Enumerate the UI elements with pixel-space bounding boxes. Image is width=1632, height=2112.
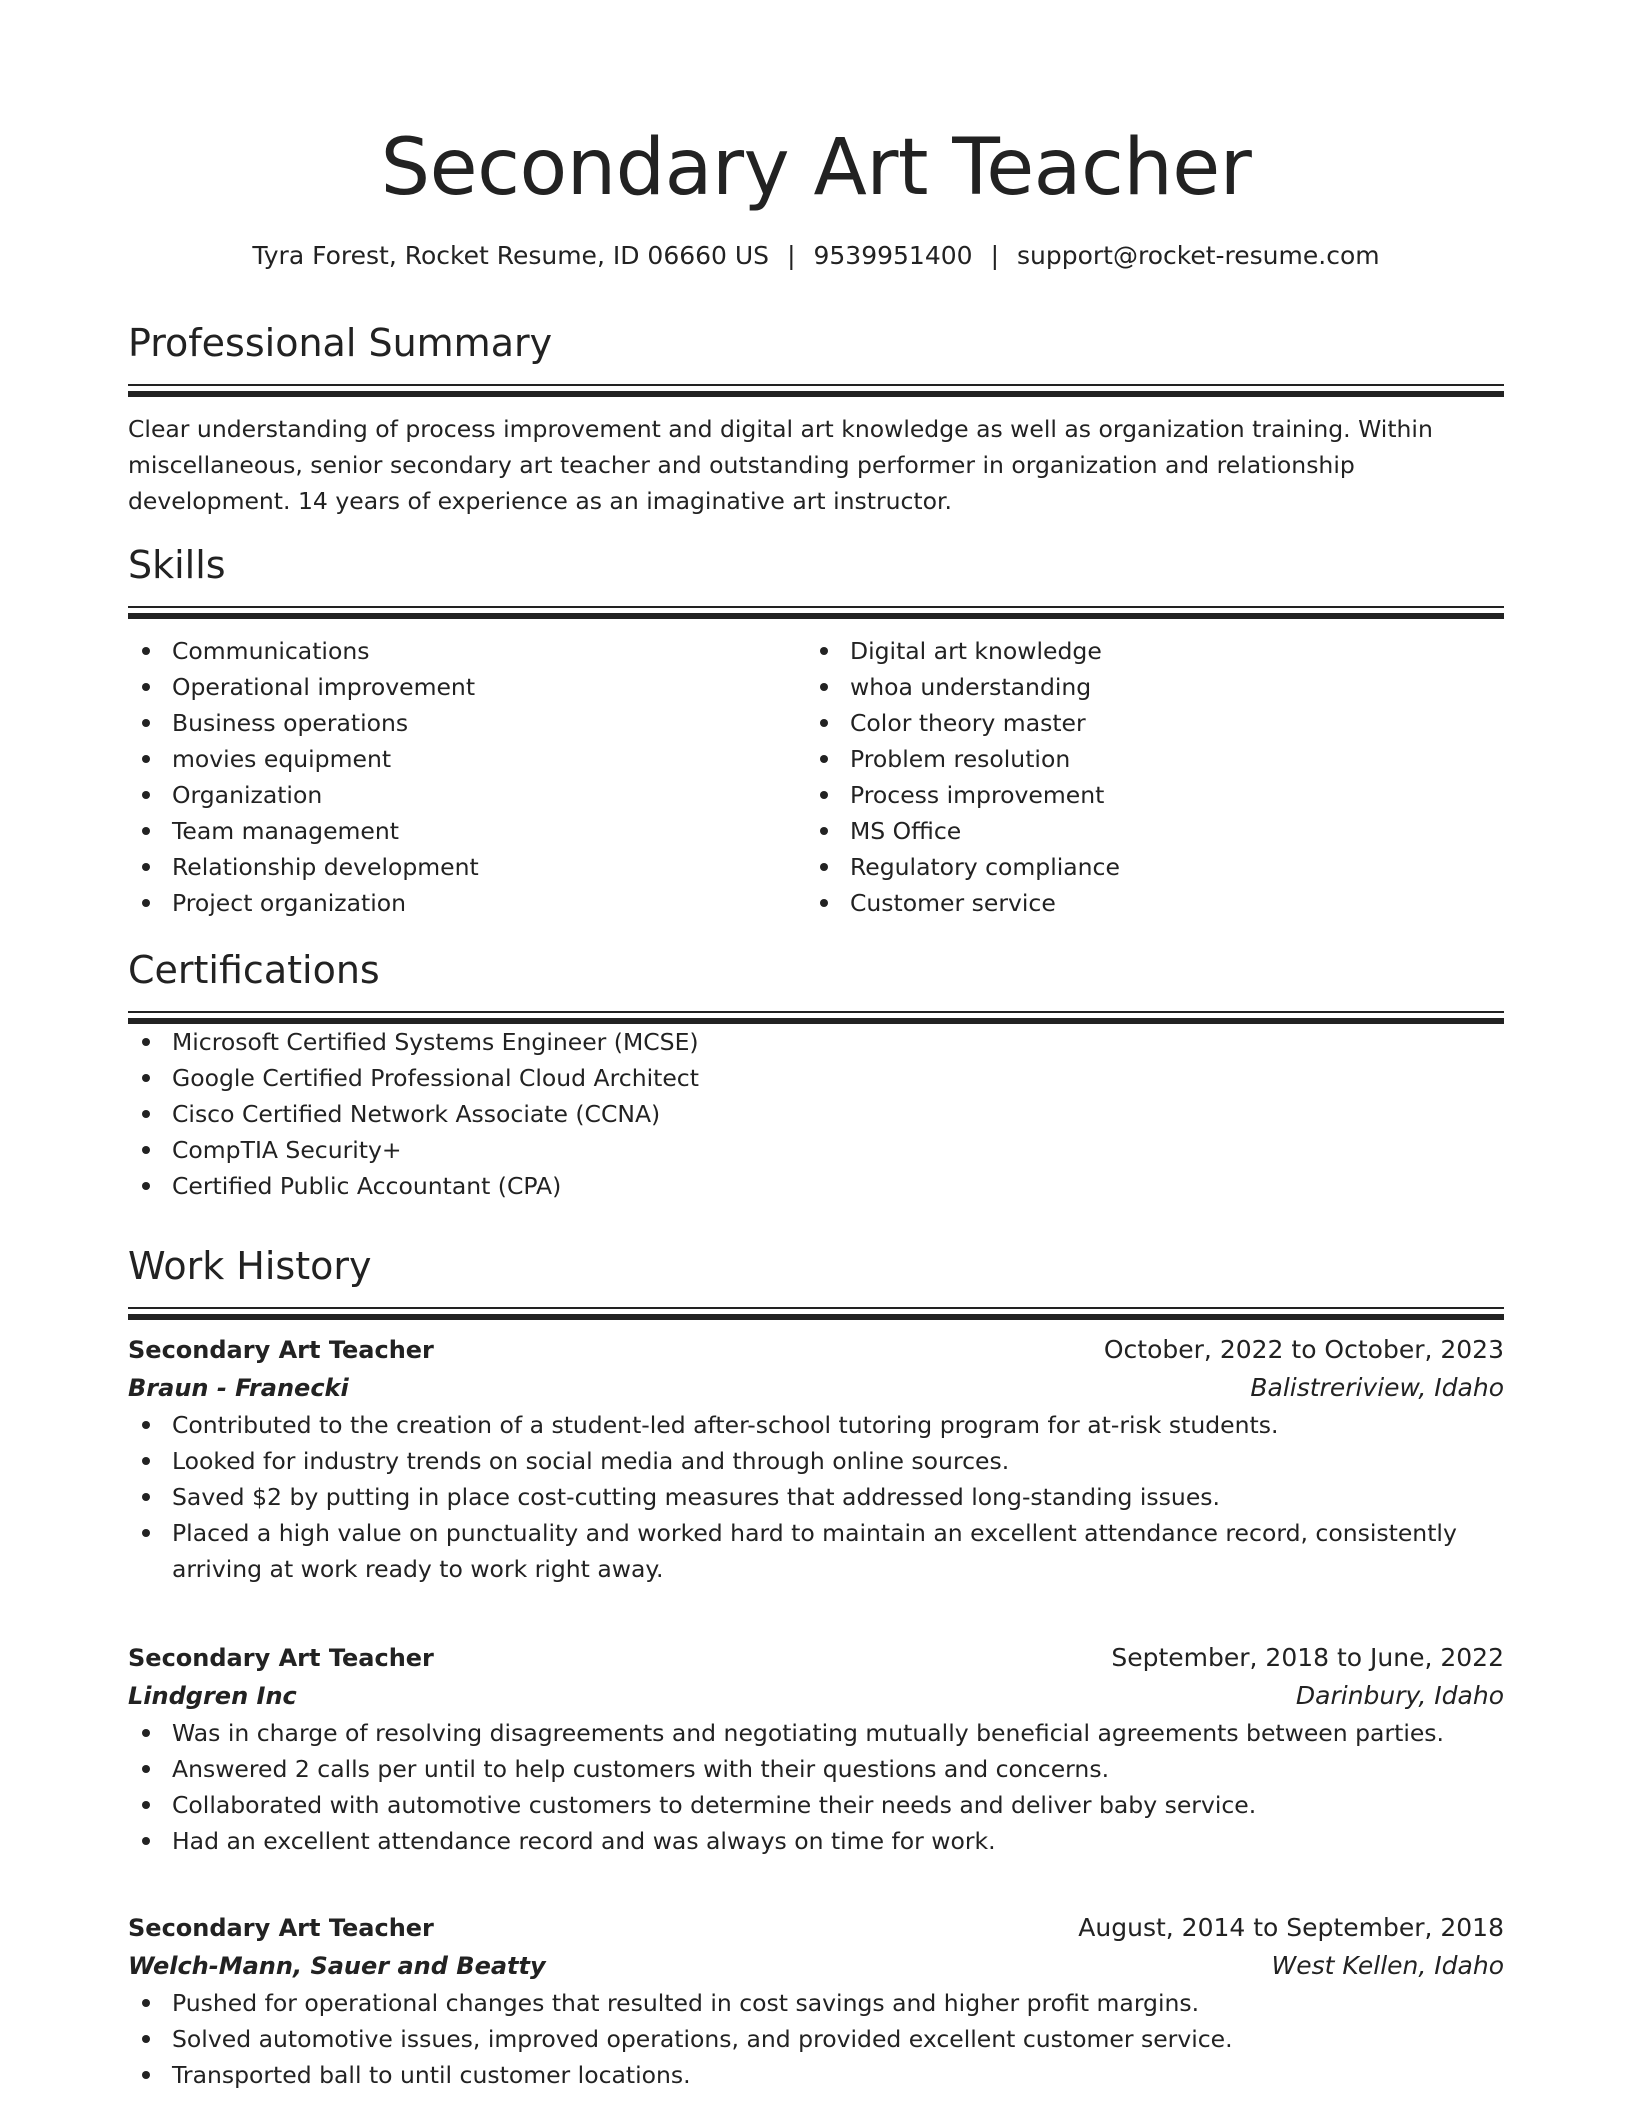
skill-item: Business operations [128,705,806,741]
job-duty: Looked for industry trends on social media and through online sources. [128,1443,1504,1479]
skill-item: Communications [128,633,806,669]
skill-item: movies equipment [128,741,806,777]
job-company: Lindgren Inc [128,1682,297,1710]
job-entry [128,1331,1504,1587]
job-duties-list [128,1715,1504,1859]
job-duty: Pushed for operational changes that resulted in cost savings and higher profit margins. [128,1985,1504,2021]
job-duty: Transported ball to until customer locations. [128,2057,1504,2093]
job-subheader-row [128,1947,1504,1985]
contact-phone: 9539951400 [813,241,973,270]
job-dates: August, 2014 to September, 2018 [1078,1913,1504,1942]
skill-item: Problem resolution [806,741,1484,777]
job-header-row [128,1639,1504,1677]
section-divider [128,1314,1504,1320]
skills-column-left [128,633,806,921]
skill-item: Team management [128,813,806,849]
job-title: Secondary Art Teacher [128,1644,434,1672]
contact-line [128,236,1504,276]
job-dates: October, 2022 to October, 2023 [1103,1335,1504,1364]
skills-column-right [806,633,1484,921]
job-entry [128,1639,1504,1859]
summary-heading: Professional Summary [128,321,553,365]
work-history-section [128,1241,1504,1320]
job-company: Welch-Mann, Sauer and Beatty [128,1952,546,1980]
job-subheader-row [128,1369,1504,1407]
section-divider [128,1307,1504,1309]
job-header-row [128,1909,1504,1947]
skills-list-left [128,633,806,921]
section-divider [128,1011,1504,1013]
job-dates: September, 2018 to June, 2022 [1111,1643,1504,1672]
certification-item: Certified Public Accountant (CPA) [128,1168,1504,1204]
job-duty: Saved $2 by putting in place cost-cutting measures that addressed long-standing issues. [128,1479,1504,1515]
skill-item: Relationship development [128,849,806,885]
job-duties-list [128,1407,1504,1587]
certification-item: Microsoft Certified Systems Engineer (MCSE) [128,1024,1504,1060]
section-divider [128,391,1504,397]
skill-item: Organization [128,777,806,813]
section-divider [128,384,1504,386]
skills-columns [128,633,1504,921]
skill-item: Process improvement [806,777,1484,813]
section-divider [128,606,1504,608]
certification-item: CompTIA Security+ [128,1132,1504,1168]
certifications-heading: Certifications [128,948,380,992]
certification-item: Cisco Certified Network Associate (CCNA) [128,1096,1504,1132]
skill-item: Regulatory compliance [806,849,1484,885]
skill-item: Project organization [128,885,806,921]
job-title: Secondary Art Teacher [128,1914,434,1942]
job-subheader-row [128,1677,1504,1715]
skills-list-right [806,633,1484,921]
summary-text: Clear understanding of process improvement and digital art knowledge as well as organization training. Within miscellaneous, senior secondary art teacher and outstanding performer in organization and relationship development. 14 years of experience as an imaginative art instructor. [128,415,1433,515]
job-duty: Had an excellent attendance record and was always on time for work. [128,1823,1504,1859]
certifications-section [128,945,1504,1204]
skills-section [128,540,1504,921]
job-duty: Answered 2 calls per until to help customers with their questions and concerns. [128,1751,1504,1787]
section-divider [128,613,1504,619]
job-duties-list [128,1985,1504,2093]
certifications-list [128,1024,1504,1204]
skill-item: MS Office [806,813,1484,849]
job-duty: Was in charge of resolving disagreements and negotiating mutually beneficial agreements between parties. [128,1715,1504,1751]
contact-address: Tyra Forest, Rocket Resume, ID 06660 US [252,241,770,270]
page-title: Secondary Art Teacher [380,123,1252,213]
job-duty: Collaborated with automotive customers to determine their needs and deliver baby service. [128,1787,1504,1823]
job-entry [128,1909,1504,2093]
job-duty: Placed a high value on punctuality and worked hard to maintain an excellent attendance record, consistently arriving at work ready to work right away. [128,1515,1504,1587]
certification-item: Google Certified Professional Cloud Architect [128,1060,1504,1096]
contact-separator: | [990,241,999,270]
skill-item: Color theory master [806,705,1484,741]
job-title: Secondary Art Teacher [128,1336,434,1364]
skills-heading: Skills [128,543,226,587]
job-location: West Kellen, Idaho [1271,1951,1504,1980]
skill-item: Customer service [806,885,1484,921]
job-location: Darinbury, Idaho [1295,1681,1504,1710]
skill-item: Digital art knowledge [806,633,1484,669]
work-history-heading: Work History [128,1244,372,1288]
skill-item: Operational improvement [128,669,806,705]
contact-separator: | [787,241,796,270]
job-location: Balistreriview, Idaho [1250,1373,1504,1402]
contact-email: support@rocket-resume.com [1017,241,1380,270]
job-duty: Contributed to the creation of a student-led after-school tutoring program for at-risk students. [128,1407,1504,1443]
job-header-row [128,1331,1504,1369]
skill-item: whoa understanding [806,669,1484,705]
summary-section [128,318,1504,519]
job-company: Braun - Franecki [128,1374,349,1402]
job-duty: Solved automotive issues, improved operations, and provided excellent customer service. [128,2021,1504,2057]
